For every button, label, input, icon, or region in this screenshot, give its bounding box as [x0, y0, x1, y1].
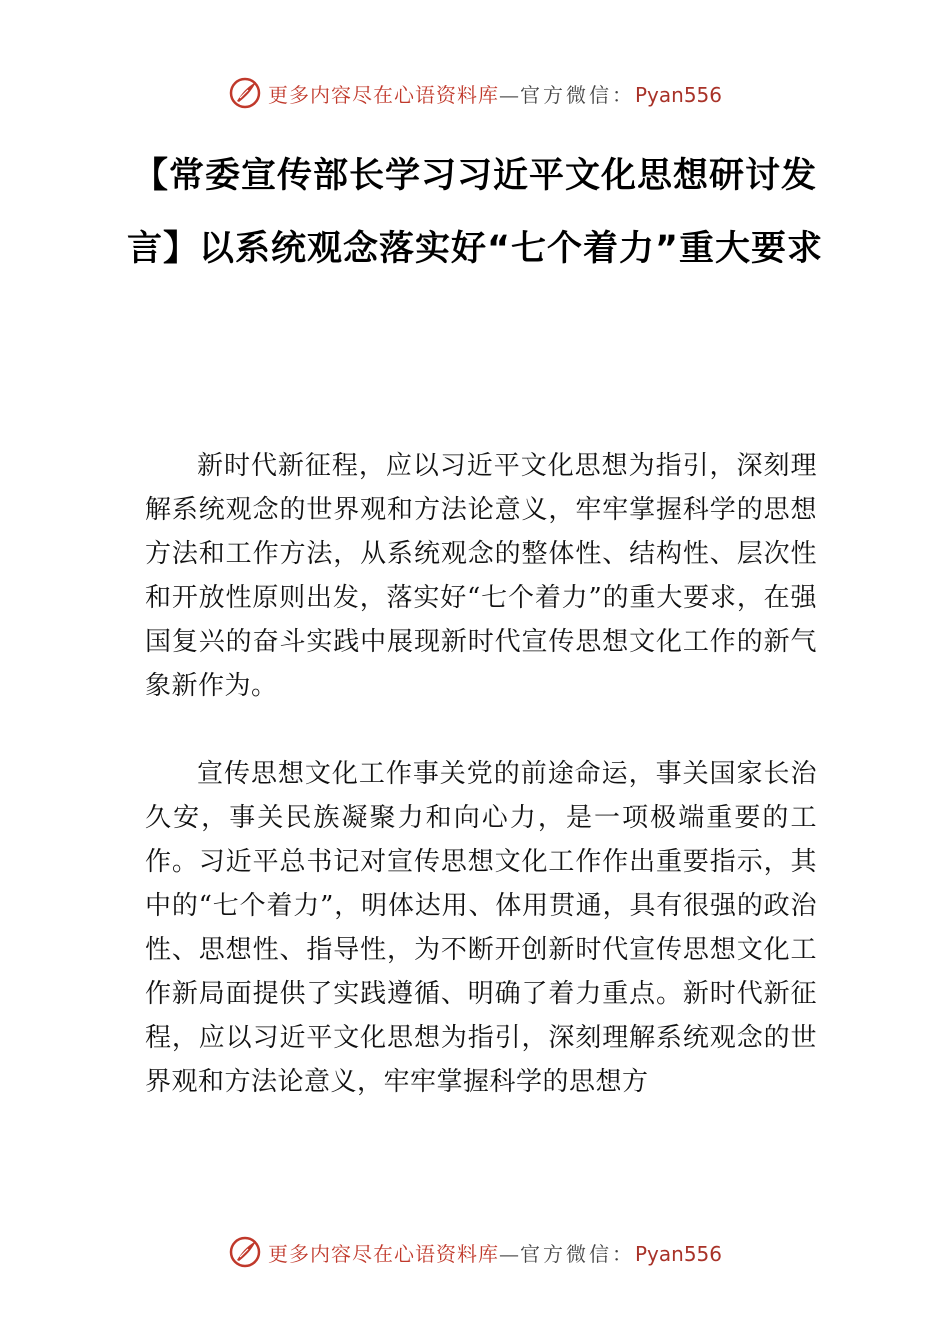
- footer-watermark-banner: [0, 1232, 950, 1272]
- document-title: 【常委宣传部长学习习近平文化思想研讨发言】以系统观念落实好“七个着力”重大要求: [126, 156, 823, 269]
- paragraph-1: 新时代新征程，应以习近平文化思想为指引，深刻理解系统观念的世界观和方法论意义，牢牢掌握科学的思想方法和工作方法，从系统观念的整体性、结构性、层次性和开放性原则出发，落实好“七个着力”的重大要求，在强国复兴的奋斗实践中展现新时代宣传思想文化工作的新气象新作为。: [145, 451, 817, 701]
- quill-logo-icon: [228, 1235, 262, 1269]
- paragraph-2: 宣传思想文化工作事关党的前途命运，事关国家长治久安，事关民族凝聚力和向心力，是一项极端重要的工作。习近平总书记对宣传思想文化工作作出重要指示，其中的“七个着力”，明体达用、体用贯通，具有很强的政治性、思想性、指导性，为不断开创新时代宣传思想文化工作新局面提供了实践遵循、明确了着力重点。新时代新征程，应以习近平文化思想为指引，深刻理解系统观念的世界观和方法论意义，牢牢掌握科学的思想方: [145, 759, 817, 1097]
- banner-text: 更多内容尽在心语资料库—官方微信：Pyan556: [267, 82, 722, 107]
- header-watermark-banner: [0, 73, 950, 113]
- quill-logo-icon: [228, 76, 262, 110]
- banner-text: 更多内容尽在心语资料库—官方微信：Pyan556: [267, 1241, 722, 1266]
